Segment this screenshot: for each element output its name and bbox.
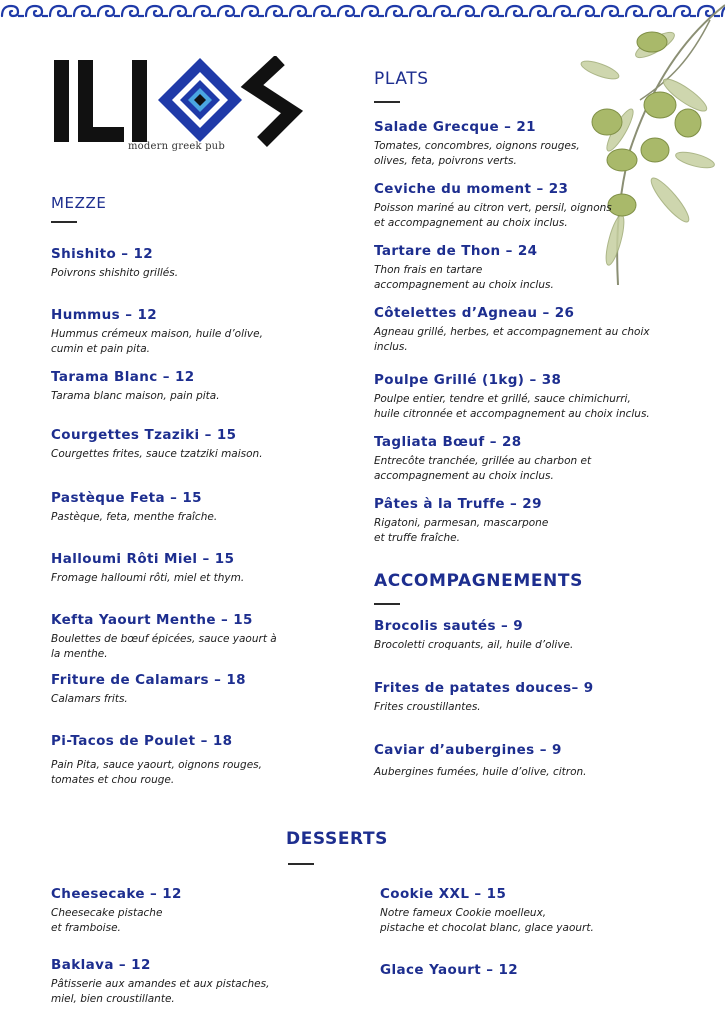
item-desc: Tarama blanc maison, pain pita. xyxy=(51,390,220,402)
item-name: Courgettes Tzaziki – 15 xyxy=(51,427,237,443)
logo-tagline: modern greek pub xyxy=(128,141,225,152)
menu-item xyxy=(380,962,518,978)
item-name: Brocolis sautés – 9 xyxy=(374,618,524,634)
item-name: Halloumi Rôti Miel – 15 xyxy=(51,551,235,567)
item-name: Poulpe Grillé (1kg) – 38 xyxy=(374,372,562,388)
desserts-title: DESSERTS xyxy=(286,829,389,849)
menu-item xyxy=(380,886,594,936)
menu-item xyxy=(374,119,580,169)
item-desc: Pâtisserie aux amandes et aux pistaches, miel, bien croustillante. xyxy=(51,978,270,1005)
item-name: Frites de patates douces– 9 xyxy=(374,680,594,696)
menu-item xyxy=(374,680,594,715)
menu-item xyxy=(374,243,554,293)
item-name: Pi-Tacos de Poulet – 18 xyxy=(51,733,233,749)
item-desc: Cheesecake pistache et framboise. xyxy=(51,907,163,934)
menu-item xyxy=(51,551,244,586)
item-desc: Tomates, concombres, oignons rouges, olives, feta, poivrons verts. xyxy=(374,140,580,167)
menu-item xyxy=(51,490,217,525)
item-name: Hummus – 12 xyxy=(51,307,158,323)
menu-item xyxy=(51,427,263,462)
menu-item xyxy=(51,733,262,788)
item-desc: Poivrons shishito grillés. xyxy=(51,267,179,279)
item-name: Friture de Calamars – 18 xyxy=(51,672,246,688)
item-desc: Rigatoni, parmesan, mascarpone et truffe fraîche. xyxy=(374,517,549,544)
menu-item xyxy=(51,612,277,662)
item-name: Côtelettes d’Agneau – 26 xyxy=(374,305,575,321)
item-name: Pastèque Feta – 15 xyxy=(51,490,202,506)
item-name: Kefta Yaourt Menthe – 15 xyxy=(51,612,253,628)
item-name: Cookie XXL – 15 xyxy=(380,886,507,902)
item-desc: Brocoletti croquants, ail, huile d’olive. xyxy=(374,639,574,651)
item-name: Cheesecake – 12 xyxy=(51,886,182,902)
item-desc: Entrecôte tranchée, grillée au charbon et accompagnement au choix inclus. xyxy=(374,455,592,482)
menu-item xyxy=(374,181,612,231)
menu-item xyxy=(374,434,591,484)
menu-item xyxy=(374,372,650,422)
mezze-title: MEZZE xyxy=(51,194,107,212)
item-desc: Courgettes frites, sauce tzatziki maison. xyxy=(51,448,263,460)
item-desc: Hummus crémeux maison, huile d’olive, cumin et pain pita. xyxy=(51,328,263,355)
olive-branch-decoration xyxy=(560,0,725,290)
mezze-divider xyxy=(51,221,77,223)
item-name: Tartare de Thon – 24 xyxy=(374,243,538,259)
item-desc: Pain Pita, sauce yaourt, oignons rouges, tomates et chou rouge. xyxy=(51,759,262,786)
item-name: Caviar d’aubergines – 9 xyxy=(374,742,562,758)
item-name: Shishito – 12 xyxy=(51,246,154,262)
item-desc: Boulettes de bœuf épicées, sauce yaourt à la menthe. xyxy=(51,633,277,660)
item-desc: Thon frais en tartare accompagnement au choix inclus. xyxy=(374,264,554,291)
menu-item xyxy=(51,307,263,357)
menu-item xyxy=(51,886,182,936)
item-name: Salade Grecque – 21 xyxy=(374,119,536,135)
accompagnements-divider xyxy=(374,603,400,605)
menu-item xyxy=(51,246,178,281)
item-desc: Agneau grillé, herbes, et accompagnement au choix inclus. xyxy=(374,326,650,353)
menu-item xyxy=(51,672,246,707)
item-name: Ceviche du moment – 23 xyxy=(374,181,569,197)
item-desc: Fromage halloumi rôti, miel et thym. xyxy=(51,572,245,584)
plats-title: PLATS xyxy=(374,69,429,89)
item-desc: Pastèque, feta, menthe fraîche. xyxy=(51,511,218,523)
item-desc: Calamars frits. xyxy=(51,693,128,705)
item-name: Pâtes à la Truffe – 29 xyxy=(374,496,542,512)
item-name: Tagliata Bœuf – 28 xyxy=(374,434,522,450)
desserts-divider xyxy=(288,863,314,865)
menu-item xyxy=(374,742,587,780)
item-desc: Aubergines fumées, huile d’olive, citron. xyxy=(374,766,587,778)
plats-divider xyxy=(374,101,400,103)
item-name: Baklava – 12 xyxy=(51,957,151,973)
menu-item xyxy=(51,369,220,404)
accompagnements-title: ACCOMPAGNEMENTS xyxy=(374,571,583,591)
item-desc: Poulpe entier, tendre et grillé, sauce chimichurri, huile citronnée et accompagnement au choix inclus. xyxy=(374,393,650,420)
item-desc: Frites croustillantes. xyxy=(374,701,481,713)
item-desc: Poisson mariné au citron vert, persil, oignons et accompagnement au choix inclus. xyxy=(374,202,612,229)
menu-item xyxy=(374,618,573,653)
menu-item xyxy=(374,496,548,546)
menu-item xyxy=(51,957,269,1007)
item-name: Tarama Blanc – 12 xyxy=(51,369,195,385)
item-desc: Notre fameux Cookie moelleux, pistache et chocolat blanc, glace yaourt. xyxy=(380,907,594,934)
menu-item xyxy=(374,305,650,355)
item-name: Glace Yaourt – 12 xyxy=(380,962,519,978)
